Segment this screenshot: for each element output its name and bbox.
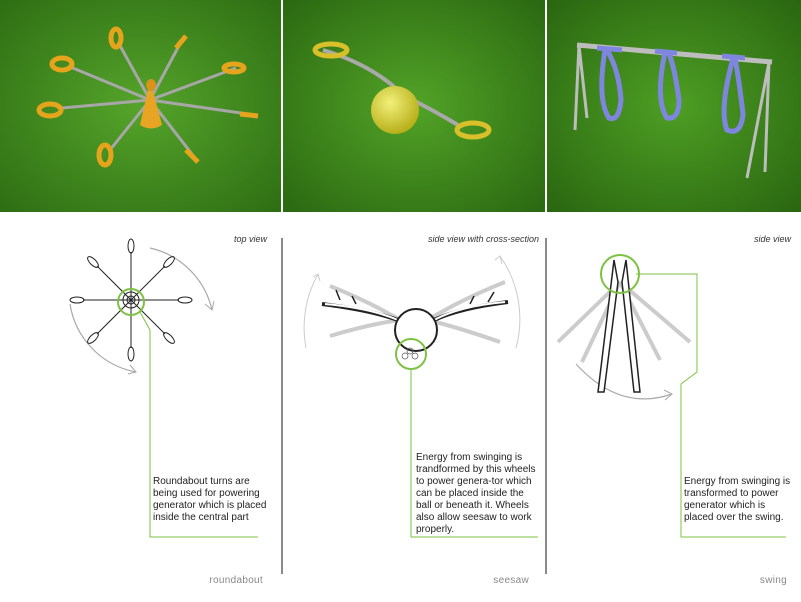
- seesaw-description: Energy from swinging is trandformed by this wheels to power genera-tor which can be placed inside the ball or beneath it. Wheels also allow seesaw to work properly.: [416, 452, 536, 535]
- panel-divider: [281, 238, 283, 574]
- swing-description: Energy from swinging is transformed to power generator which is placed over the swing.: [684, 476, 791, 523]
- seesaw-view-label: side view with cross-section: [427, 234, 539, 244]
- roundabout-caption: roundabout: [209, 575, 263, 586]
- panel-divider: [545, 238, 547, 574]
- roundabout-photo: [0, 0, 281, 212]
- seesaw-caption: seesaw: [493, 575, 529, 586]
- roundabout-view-label: top view: [233, 234, 267, 244]
- swing-photo: [547, 0, 801, 212]
- seesaw-photo: [283, 0, 545, 212]
- roundabout-description: Roundabout turns are being used for powering generator which is placed inside the central part: [153, 476, 267, 523]
- swing-caption: swing: [759, 575, 787, 586]
- swing-view-label: side view: [753, 234, 791, 244]
- diagram-canvas: [0, 212, 801, 602]
